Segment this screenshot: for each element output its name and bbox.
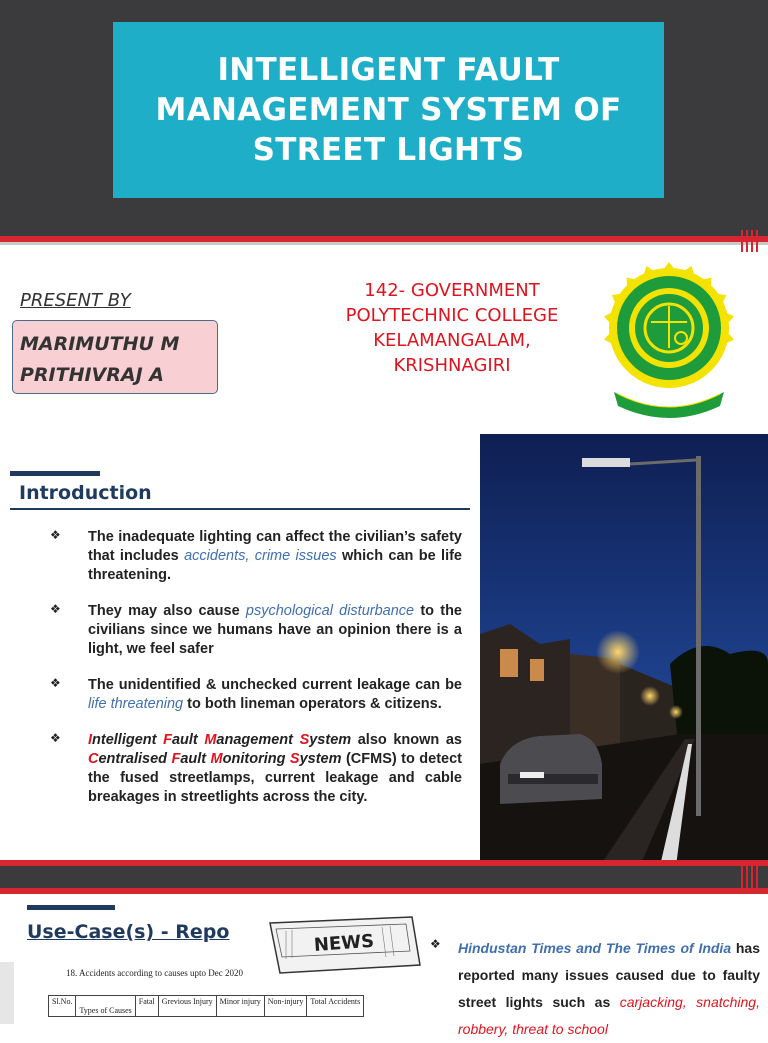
title-box <box>113 22 664 198</box>
table-header: Types of Causes <box>76 996 135 1017</box>
diamond-bullet-icon: ❖ <box>50 528 61 542</box>
list-item: ❖ Intelligent Fault Management System also known as Centralised Fault Monitoring System (CFMS) to detect the fused streetlamps, current leakage and cable breakages in streetlights across the city. <box>50 731 463 805</box>
college-line: POLYTECHNIC COLLEGE <box>345 305 559 326</box>
introduction-bullets <box>50 528 462 824</box>
college-line: 142- GOVERNMENT <box>364 280 540 301</box>
diamond-bullet-icon: ❖ <box>50 602 61 616</box>
presenter-name: PRITHIVRAJ A <box>20 364 164 386</box>
street-night-photo <box>480 434 768 866</box>
issue-list: carjacking, snatching, robbery, threat to school <box>458 994 760 1037</box>
accidents-table <box>48 995 364 1017</box>
table-header: Fatal <box>135 996 158 1017</box>
grey-divider <box>0 242 768 245</box>
left-edge <box>0 962 14 1024</box>
heading-underline <box>10 508 470 510</box>
newspaper-icon <box>262 915 422 975</box>
diamond-bullet-icon: ❖ <box>430 937 441 951</box>
slide-gap <box>0 420 768 434</box>
divider-stripes <box>741 230 758 252</box>
college-name <box>312 278 592 378</box>
divider-stripes <box>741 866 758 894</box>
newspaper-names: Hindustan Times and The Times of India <box>458 940 732 956</box>
college-line: KELAMANGALAM, <box>373 330 531 351</box>
news-word: NEWS <box>313 930 375 956</box>
presenter-name: MARIMUTHU M <box>20 333 180 355</box>
list-item <box>430 935 760 1043</box>
heading-rule <box>27 905 115 910</box>
slide-title: INTELLIGENT FAULT MANAGEMENT SYSTEM OF STREET LIGHTS <box>155 52 622 168</box>
table-caption: 18. Accidents according to causes upto Dec 2020 <box>66 968 243 978</box>
introduction-slide <box>0 434 768 866</box>
table-header: Total Accidents <box>307 996 364 1017</box>
presenter-box <box>12 320 218 394</box>
diamond-bullet-icon: ❖ <box>50 731 61 745</box>
present-by-label: PRESENT BY <box>20 290 131 311</box>
bullet-text: has reported many issues caused due to faulty street lights such as <box>458 940 760 1010</box>
diamond-bullet-icon: ❖ <box>50 676 61 690</box>
introduction-heading: Introduction <box>19 482 152 504</box>
list-item: ❖ They may also cause psychological disturbance to the civilians since we humans have an opinion there is a light, we feel safer <box>50 602 462 657</box>
heading-rule <box>10 471 100 476</box>
use-case-heading: Use-Case(s) - Repo <box>27 921 230 943</box>
list-item: ❖ The inadequate lighting can affect the civilian’s safety that includes accidents, crime issues which can be life threatening. <box>50 528 462 583</box>
college-emblem-icon <box>604 260 734 420</box>
use-case-slide <box>0 897 768 1037</box>
table-header: Non-injury <box>264 996 307 1017</box>
table-header: Minor injury <box>216 996 264 1017</box>
red-divider <box>0 888 768 894</box>
table-header: Grevious Injury <box>158 996 216 1017</box>
use-case-band <box>0 866 768 888</box>
table-header: Sl.No. <box>49 996 76 1017</box>
list-item: ❖ The unidentified & unchecked current leakage can be life threatening to both lineman operators & citizens. <box>50 676 462 712</box>
college-line: KRISHNAGIRI <box>393 355 511 376</box>
